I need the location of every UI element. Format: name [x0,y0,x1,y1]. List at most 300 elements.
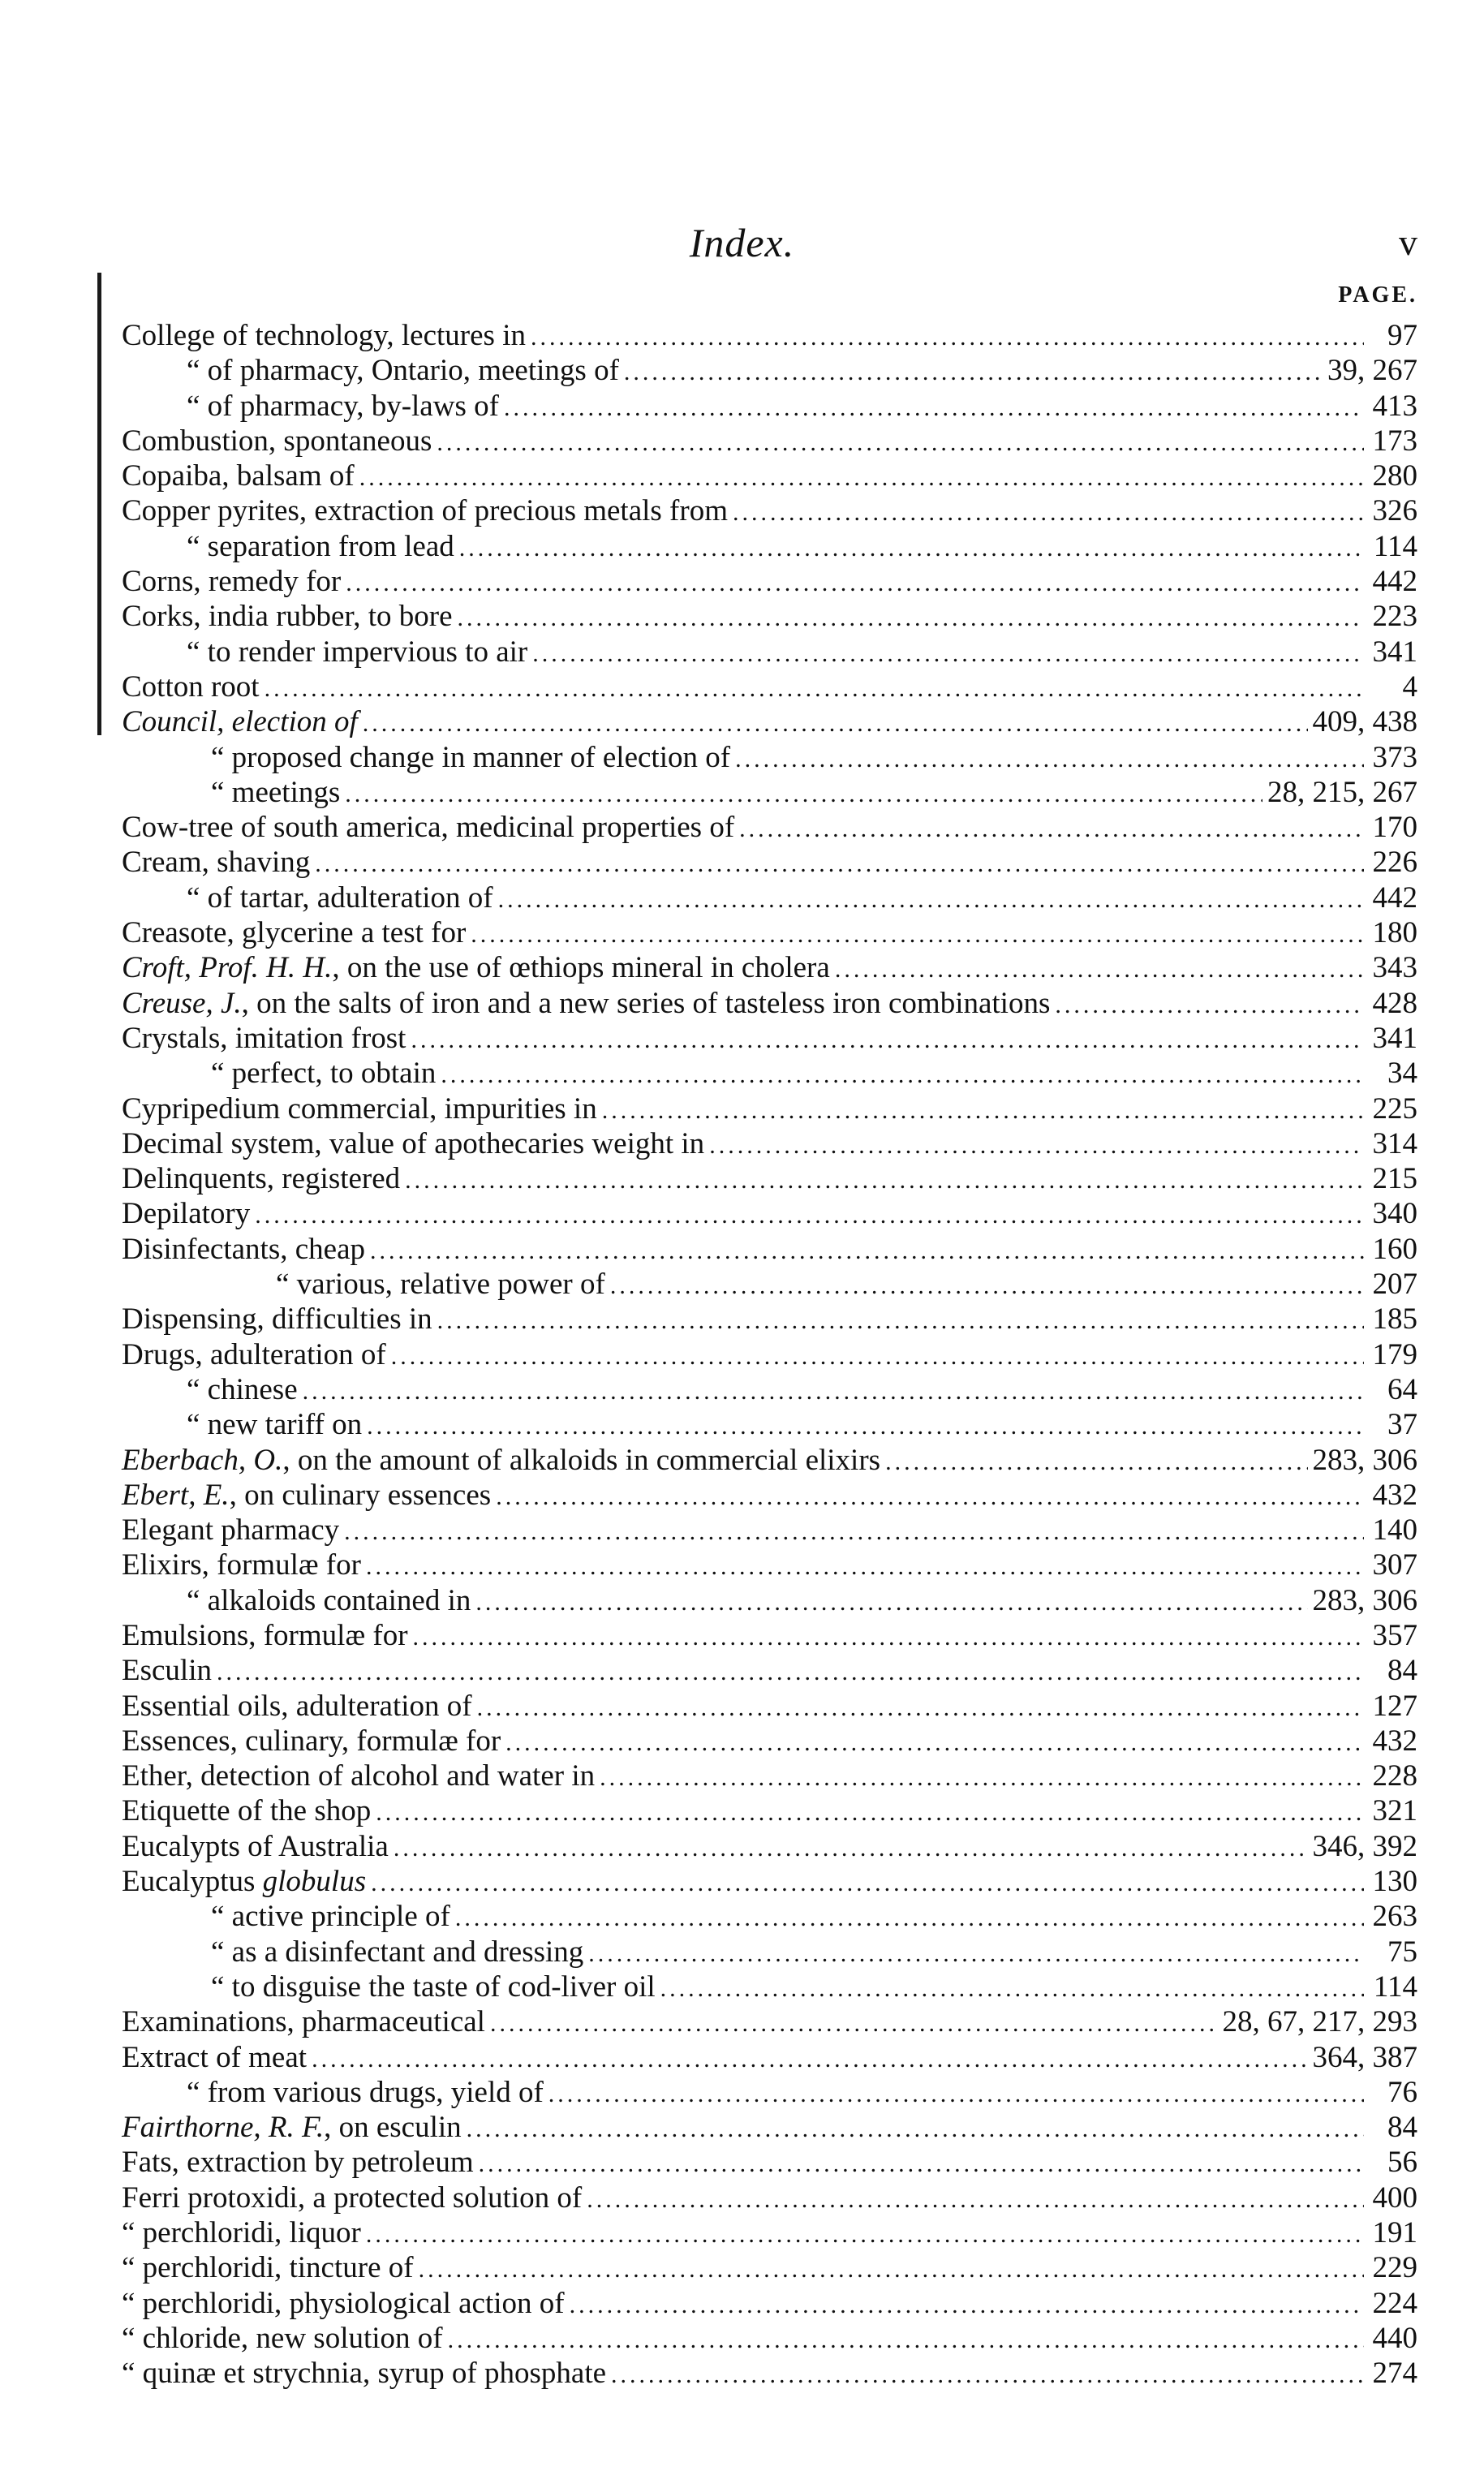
dot-leader [405,1163,1364,1198]
dot-leader [739,811,1364,846]
entry-text: Copper pyrites, extraction of precious metals from [122,494,728,528]
dot-leader [441,1057,1364,1092]
index-entry [122,2356,1417,2391]
margin-rule [97,273,101,735]
entry-label [122,424,432,458]
entry-page-number: 114 [1373,529,1417,563]
entry-label [122,1548,361,1582]
entry-page-number: 400 [1372,2180,1417,2215]
index-entry [122,353,1417,388]
dot-leader [413,1620,1364,1655]
entry-label [122,880,493,915]
entry-text: “ of pharmacy, Ontario, meetings of [187,354,619,388]
entry-label [122,1021,406,1056]
index-entry [122,1056,1417,1091]
entry-label [122,1443,880,1478]
entry-text: Corks, india rubber, to bore [122,600,453,634]
entry-label [122,599,453,634]
dot-leader [490,2006,1218,2041]
entry-text: “ of pharmacy, by-laws of [187,389,499,423]
index-entry [122,1759,1417,1793]
entry-page-number: 341 [1372,1021,1417,1055]
entry-page-number: 225 [1372,1091,1417,1126]
entry-page-number: 114 [1373,1969,1417,2004]
entry-page-number: 326 [1372,494,1417,528]
index-entry [122,1935,1417,1969]
entry-label [122,2356,606,2391]
entry-text: Decimal system, value of apothecaries weight in [122,1126,705,1160]
entry-text: Dispensing, difficulties in [122,1302,432,1337]
entry-label [122,1653,212,1688]
entry-page-number: 413 [1372,389,1417,423]
entry-label [122,1899,450,1934]
entry-text: Cypripedium commercial, impurities in [122,1091,597,1126]
entry-text: Etiquette of the shop [122,1794,372,1828]
dot-leader [477,1690,1364,1725]
entry-page-number: 160 [1372,1232,1417,1266]
index-entry [122,424,1417,458]
entry-label [122,2004,485,2039]
entry-label [122,1126,704,1161]
entry-page-number: 223 [1372,600,1417,634]
entry-label [122,2180,582,2215]
entry-text: “ to disguise the taste of cod-liver oil [211,1969,656,2004]
entry-text: Combustion, spontaneous [122,424,432,458]
index-entry [122,1232,1417,1267]
entry-page-number: 229 [1372,2251,1417,2285]
entry-text: Fats, extraction by petroleum [122,2146,474,2180]
dot-leader [345,777,1262,811]
entry-label [122,810,734,845]
entry-page-number: 274 [1372,2357,1417,2391]
dot-leader [505,1725,1364,1760]
entry-text: Emulsions, formulæ for [122,1618,408,1652]
dot-leader [459,531,1364,566]
entry-text-continued: , on culinary essences [229,1478,492,1512]
index-entry [122,1372,1417,1407]
dot-leader [660,1971,1364,2006]
entry-italic-text: Croft, Prof. H. H. [122,951,333,985]
dot-leader [458,601,1365,635]
index-entry [122,950,1417,985]
entry-page-number: 280 [1372,459,1417,493]
entry-page-number: 314 [1372,1126,1417,1160]
entry-label [122,2145,474,2180]
entry-page-number: 180 [1372,916,1417,950]
entry-page-number: 440 [1372,2321,1417,2355]
dot-leader [255,1198,1364,1233]
page-title: Index. [689,220,795,265]
index-entry [122,493,1417,528]
entry-label [122,1337,386,1372]
dot-leader [610,1268,1364,1303]
index-entry [122,1126,1417,1161]
dot-leader [371,1866,1364,1901]
entry-text: “ chinese [187,1372,298,1406]
entry-label [122,1407,362,1442]
index-entry [122,1091,1417,1126]
entry-page-number: 307 [1372,1548,1417,1582]
entry-page-number: 37 [1387,1408,1417,1442]
dot-leader [611,2357,1364,2392]
dot-leader [504,390,1364,425]
entry-page-number: 4 [1402,669,1417,704]
entry-text: Disinfectants, cheap [122,1232,365,1266]
entry-label [122,1829,389,1864]
dot-leader [532,636,1364,671]
entry-text: “ meetings [211,775,341,809]
entry-page-number: 56 [1387,2146,1417,2180]
entry-page-number: 179 [1372,1337,1417,1371]
entry-label [122,1759,595,1793]
entry-page-number: 84 [1387,2111,1417,2145]
entry-text: Elixirs, formulæ for [122,1548,361,1582]
dot-leader [419,2252,1364,2287]
dot-leader [312,2042,1307,2077]
dot-leader [448,2322,1364,2357]
dot-leader [835,952,1364,987]
dot-leader [437,1303,1364,1338]
dot-leader [303,1374,1364,1409]
index-entry [122,2075,1417,2110]
entry-page-number: 283, 306 [1312,1443,1417,1477]
index-entry [122,389,1417,424]
index-entry [122,2004,1417,2039]
dot-leader [344,1514,1364,1549]
entry-label [122,1196,250,1231]
dot-leader [366,1549,1364,1584]
entry-text: Essences, culinary, formulæ for [122,1724,501,1758]
dot-leader [411,1022,1364,1057]
entry-label [122,2215,361,2250]
entry-text: “ active principle of [211,1900,450,1934]
entry-label [122,353,619,388]
index-entry [122,635,1417,669]
entry-text: “ perchloridi, liquor [122,2216,361,2250]
entry-page-number: 28, 67, 217, 293 [1222,2005,1417,2039]
entry-label [122,1618,408,1653]
entry-page-number: 185 [1372,1302,1417,1337]
entry-text: Ferri protoxidi, a protected solution of [122,2180,583,2215]
dot-leader [217,1655,1364,1690]
index-entry [122,2321,1417,2356]
entry-label [122,775,340,810]
entry-label [122,1689,472,1724]
entry-text: “ from various drugs, yield of [187,2075,544,2109]
entry-label [122,1724,501,1759]
entry-text: “ separation from lead [187,529,454,563]
index-entry [122,845,1417,880]
entry-label [122,2250,414,2285]
entry-italic-text: Council, election of [122,705,358,739]
entry-text-continued: , on the amount of alkaloids in commercial elixirs [282,1443,881,1477]
entry-text: “ as a disinfectant and dressing [211,1935,584,1969]
entry-page-number: 226 [1372,846,1417,880]
index-entry [122,1689,1417,1724]
index-entry [122,1407,1417,1442]
entry-text: Ether, detection of alcohol and water in [122,1759,596,1793]
dot-leader [600,1760,1364,1795]
entry-text: “ alkaloids contained in [187,1583,471,1617]
entry-page-number: 263 [1372,1900,1417,1934]
index-entry [122,1443,1417,1478]
entry-text: “ to render impervious to air [187,635,528,669]
index-entry [122,1548,1417,1582]
index-entry [122,1478,1417,1513]
index-entry [122,2145,1417,2180]
index-entry [122,2250,1417,2285]
entry-page-number: 340 [1372,1197,1417,1231]
entry-page-number: 215 [1372,1162,1417,1196]
entry-label [122,1583,471,1618]
dot-leader [733,495,1364,530]
entry-page-number: 321 [1372,1794,1417,1828]
page-number: v [1399,222,1417,263]
entry-text: Cream, shaving [122,846,311,880]
dot-leader [496,1479,1364,1514]
entry-label [122,1372,298,1407]
dot-leader [467,2112,1364,2146]
index-entry [122,669,1417,704]
index-entry [122,1724,1417,1759]
entry-label [122,1091,597,1126]
dot-leader [265,671,1364,706]
entry-page-number: 364, 387 [1312,2040,1417,2074]
entry-text: Esculin [122,1654,212,1688]
entry-page-number: 346, 392 [1312,1829,1417,1863]
entry-text: Examinations, pharmaceutical [122,2005,485,2039]
dot-leader [548,2077,1364,2112]
entry-page-number: 373 [1372,740,1417,774]
entry-text: Cow-tree of south america, medicinal properties of [122,811,735,845]
entry-label [122,2110,462,2145]
index-entries [122,318,1417,2391]
index-entry [122,1618,1417,1653]
entry-italic-text: Fairthorne, R. F. [122,2111,325,2145]
entry-text: Drugs, adulteration of [122,1337,386,1371]
dot-leader [588,1936,1364,1971]
entry-label [122,950,830,985]
entry-page-number: 34 [1387,1057,1417,1091]
index-entry [122,2180,1417,2215]
entry-text: Essential oils, adulteration of [122,1689,472,1723]
dot-leader [479,2146,1364,2181]
dot-leader [367,1409,1364,1444]
dot-leader [315,846,1364,881]
entry-text: Copaiba, balsam of [122,459,355,493]
entry-text: “ proposed change in manner of election of [211,740,731,774]
index-entry [122,880,1417,915]
entry-text: “ perchloridi, tincture of [122,2251,414,2285]
index-entry [122,1829,1417,1864]
entry-label [122,845,310,880]
entry-label [122,1302,432,1337]
entry-text: College of technology, lectures in [122,319,526,352]
entry-page-number: 428 [1372,986,1417,1020]
entry-page-number: 343 [1372,951,1417,985]
entry-page-number: 224 [1372,2286,1417,2320]
entry-text-continued: , on the salts of iron and a new series of tasteless iron combinations [241,986,1051,1020]
entry-text: “ new tariff on [187,1408,363,1442]
index-entry [122,704,1417,739]
entry-label [122,2040,307,2075]
entry-italic-text: globulus [262,1865,367,1899]
index-entry [122,2110,1417,2145]
dot-leader [624,355,1323,390]
dot-leader [531,320,1364,355]
index-entry [122,1899,1417,1934]
entry-label [122,1232,365,1267]
index-entry [122,986,1417,1021]
entry-label [122,1478,491,1513]
dot-leader [391,1339,1364,1374]
index-entry [122,1267,1417,1302]
index-entry [122,1021,1417,1056]
dot-leader [376,1795,1364,1830]
entry-label [122,1056,436,1091]
dot-leader [394,1831,1308,1866]
entry-label [122,1935,583,1969]
entry-text: Elegant pharmacy [122,1513,340,1548]
dot-leader [570,2288,1364,2322]
entry-text: Cotton root [122,669,260,704]
entry-label [122,529,454,564]
index-entry [122,1583,1417,1618]
entry-page-number: 432 [1372,1478,1417,1512]
entry-text: “ various, relative power of [276,1268,605,1302]
entry-page-number: 191 [1372,2216,1417,2250]
entry-label [122,1969,656,2004]
entry-text-continued: , on esculin [324,2111,462,2145]
entry-italic-text: Creuse, J. [122,986,242,1020]
entry-text: Depilatory [122,1197,251,1231]
entry-text: “ quinæ et strychnia, syrup of phosphate [122,2357,607,2391]
entry-label [122,740,730,775]
entry-page-number: 409, 438 [1312,705,1417,739]
entry-italic-text: Eberbach, O. [122,1443,283,1477]
entry-text: Corns, remedy for [122,565,342,599]
index-entry [122,2040,1417,2075]
entry-text: Creasote, glycerine a test for [122,916,467,950]
index-entry [122,2286,1417,2321]
entry-label [122,1513,339,1548]
entry-label [122,458,355,493]
page-column-label: PAGE. [1338,282,1417,308]
entry-page-number: 28, 215, 267 [1267,775,1417,809]
index-entry [122,1161,1417,1196]
entry-label [122,2286,565,2321]
entry-label [122,669,260,704]
entry-text: Delinquents, registered [122,1162,401,1196]
entry-label [122,1161,400,1196]
entry-label [122,2075,544,2110]
dot-leader [587,2182,1364,2217]
entry-label [122,915,466,950]
entry-page-number: 432 [1372,1724,1417,1758]
index-entry [122,458,1417,493]
index-entry [122,915,1417,950]
index-entry [122,740,1417,775]
entry-label [122,389,499,424]
entry-text: Crystals, imitation frost [122,1021,406,1055]
entry-label [122,704,358,739]
index-entry [122,599,1417,634]
entry-page-number: 75 [1387,1935,1417,1969]
entry-page-number: 170 [1372,811,1417,845]
index-entry [122,1196,1417,1231]
entry-page-number: 442 [1372,565,1417,599]
entry-page-number: 357 [1372,1618,1417,1652]
entry-page-number: 76 [1387,2075,1417,2109]
entry-label [122,1864,366,1899]
dot-leader [498,882,1364,917]
index-entry [122,1864,1417,1899]
index-entry [122,1793,1417,1828]
index-entry [122,775,1417,810]
entry-page-number: 140 [1372,1513,1417,1548]
entry-page-number: 127 [1372,1689,1417,1723]
index-entry [122,564,1417,599]
entry-page-number: 341 [1372,635,1417,669]
index-entry [122,1513,1417,1548]
index-entry [122,318,1417,353]
index-entry [122,810,1417,845]
entry-label [122,2321,443,2356]
entry-text: Eucalypts of Australia [122,1829,389,1863]
entry-label [122,1267,605,1302]
index-entry [122,1302,1417,1337]
entry-label [122,564,341,599]
entry-label [122,1793,371,1828]
index-entry [122,2215,1417,2250]
dot-leader [885,1444,1307,1479]
entry-label [122,986,1050,1021]
index-entry [122,1337,1417,1372]
entry-text: “ chloride, new solution of [122,2321,443,2355]
entry-page-number: 442 [1372,880,1417,915]
index-entry [122,529,1417,564]
entry-text: Eucalyptus [122,1865,263,1899]
entry-page-number: 84 [1387,1654,1417,1688]
dot-leader [370,1233,1364,1268]
dot-leader [1055,988,1364,1022]
dot-leader [363,706,1308,741]
dot-leader [475,1585,1307,1620]
dot-leader [735,742,1364,777]
dot-leader [602,1093,1364,1128]
entry-text: “ perfect, to obtain [211,1057,437,1091]
entry-text: “ of tartar, adulteration of [187,880,493,915]
entry-text-continued: , on the use of œthiops mineral in cholera [332,951,830,985]
entry-page-number: 97 [1387,319,1417,352]
entry-page-number: 207 [1372,1268,1417,1302]
dot-leader [437,425,1364,460]
entry-page-number: 64 [1387,1372,1417,1406]
index-entry [122,1653,1417,1688]
dot-leader [471,917,1364,952]
dot-leader [366,2217,1364,2252]
entry-label [122,493,728,528]
dot-leader [709,1128,1364,1163]
entry-italic-text: Ebert, E. [122,1478,230,1512]
entry-page-number: 130 [1372,1865,1417,1899]
entry-label [122,635,527,669]
dot-leader [346,566,1364,601]
entry-text: Extract of meat [122,2040,308,2074]
dot-leader [455,1901,1364,1935]
entry-label [122,318,526,353]
entry-text: “ perchloridi, physiological action of [122,2286,565,2320]
